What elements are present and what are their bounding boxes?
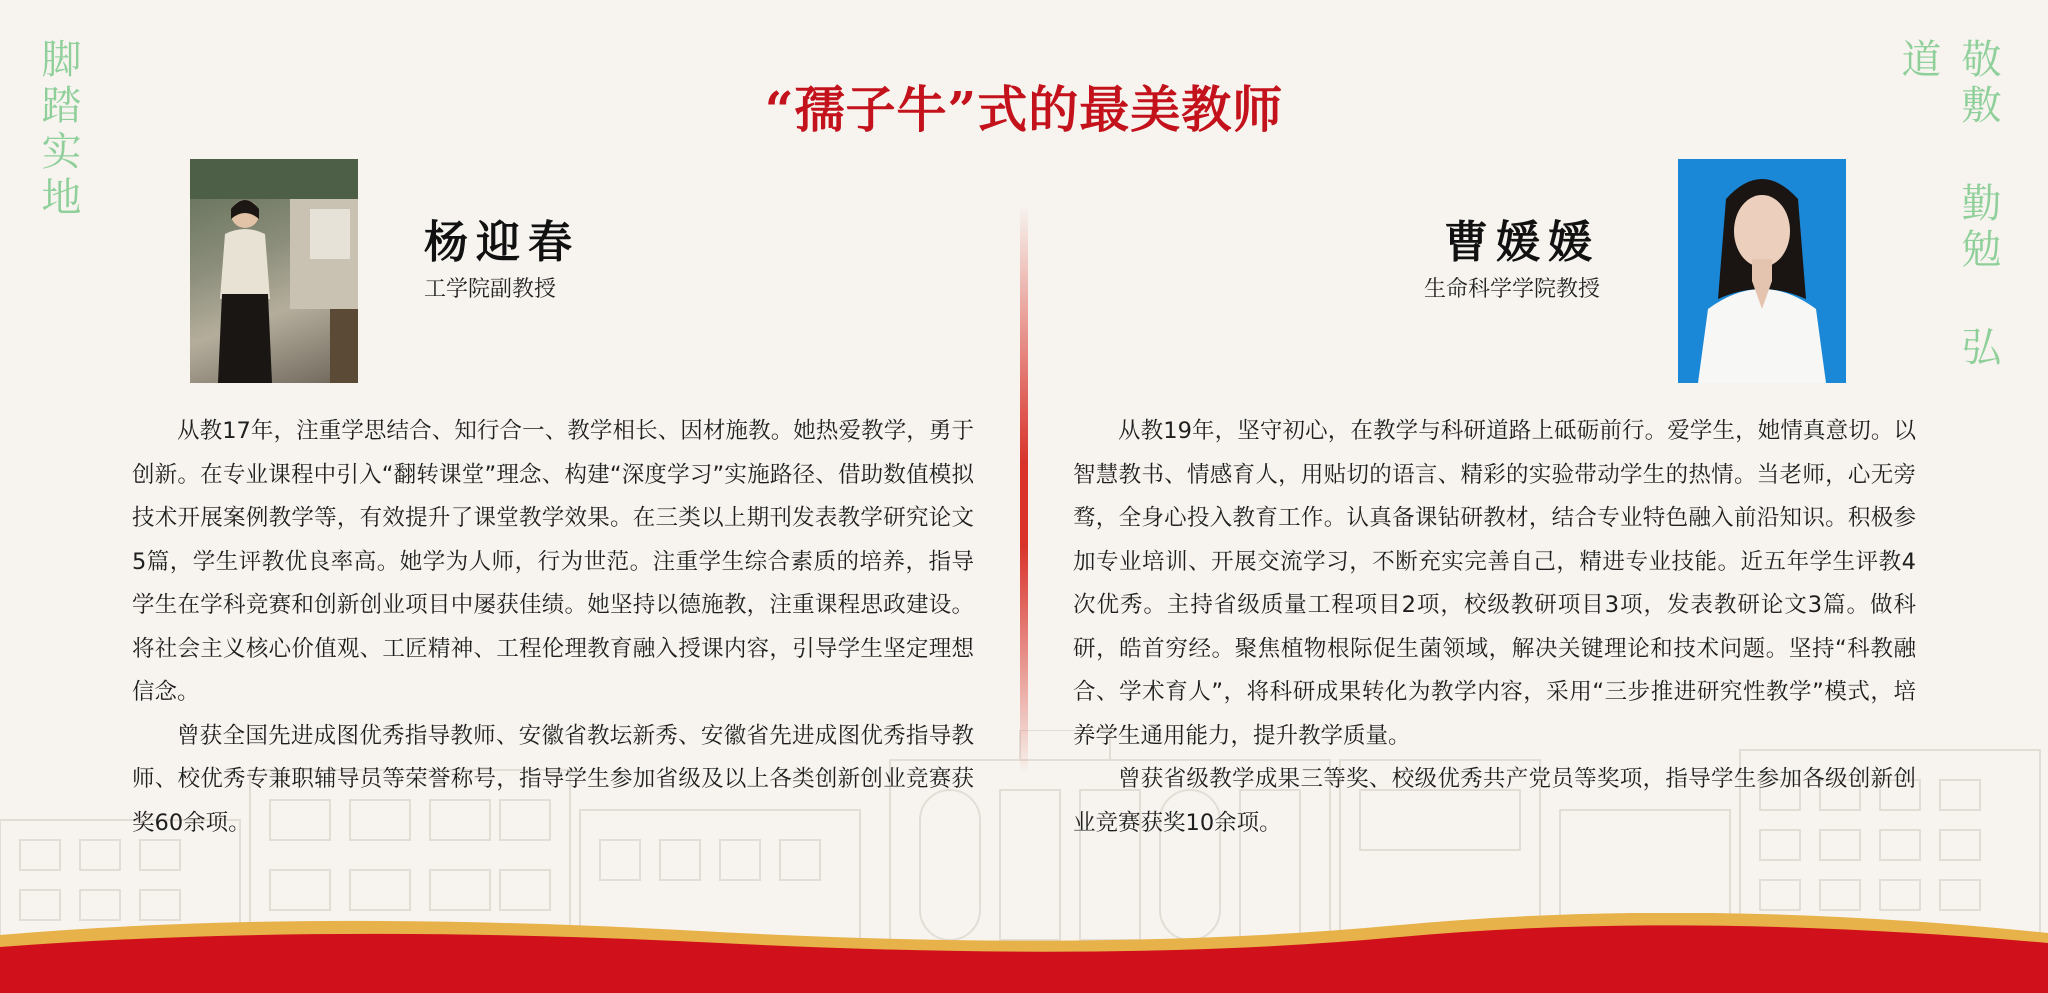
right-teacher-bio [1073, 410, 1916, 845]
right-teacher-photo [1678, 159, 1846, 383]
footer-wave-decoration [0, 913, 2048, 993]
right-teacher-name: 曹媛媛 [1444, 217, 1600, 268]
right-bio-paragraph-2: 曾获省级教学成果三等奖、校级优秀共产党员等奖项，指导学生参加各级创新创业竞赛获奖10余项。 [1073, 766, 1916, 836]
left-teacher-name: 杨迎春 [424, 217, 580, 268]
page-title: “孺子牛”式的最美教师 [764, 80, 1284, 139]
motto-left: 脚踏实地 [35, 38, 81, 222]
motto-right: 敬敷 勤勉 弘道 [1895, 38, 2001, 372]
right-teacher-role: 生命科学学院教授 [1423, 277, 1600, 302]
right-bio-paragraph-1: 从教19年，坚守初心，在教学与科研道路上砥砺前行。爱学生，她情真意切。以智慧教书、情感育人，用贴切的语言、精彩的实验带动学生的热情。当老师，心无旁骛，全身心投入教育工作。认真备课钻研教材，结合专业特色融入前沿知识。积极参加专业培训、开展交流学习，不断充实完善自己，精进专业技能。近五年学生评教4次优秀。主持省级质量工程项目2项，校级教研项目3项，发表教研论文3篇。做科研，皓首穷经。聚焦植物根际促生菌领域，解决关键理论和技术问题。坚持“科教融合、学术育人”，将科研成果转化为教学内容，采用“三步推进研究性教学”模式，培养学生通用能力，提升教学质量。 [1073, 418, 1916, 749]
center-divider [1020, 205, 1028, 775]
left-bio-paragraph-1: 从教17年，注重学思结合、知行合一、教学相长、因材施教。她热爱教学，勇于创新。在专业课程中引入“翻转课堂”理念、构建“深度学习”实施路径、借助数值模拟技术开展案例教学等，有效提升了课堂教学效果。在三类以上期刊发表教学研究论文5篇，学生评教优良率高。她学为人师，行为世范。注重学生综合素质的培养，指导学生在学科竞赛和创新创业项目中屡获佳绩。她坚持以德施教，注重课程思政建设。将社会主义核心价值观、工匠精神、工程伦理教育融入授课内容，引导学生坚定理想信念。 [132, 418, 974, 705]
left-bio-paragraph-2: 曾获全国先进成图优秀指导教师、安徽省教坛新秀、安徽省先进成图优秀指导教师、校优秀专兼职辅导员等荣誉称号，指导学生参加省级及以上各类创新创业竞赛获奖60余项。 [132, 722, 974, 836]
left-teacher-photo [190, 159, 358, 383]
left-teacher-role: 工学院副教授 [424, 277, 557, 302]
left-teacher-bio [132, 410, 974, 845]
